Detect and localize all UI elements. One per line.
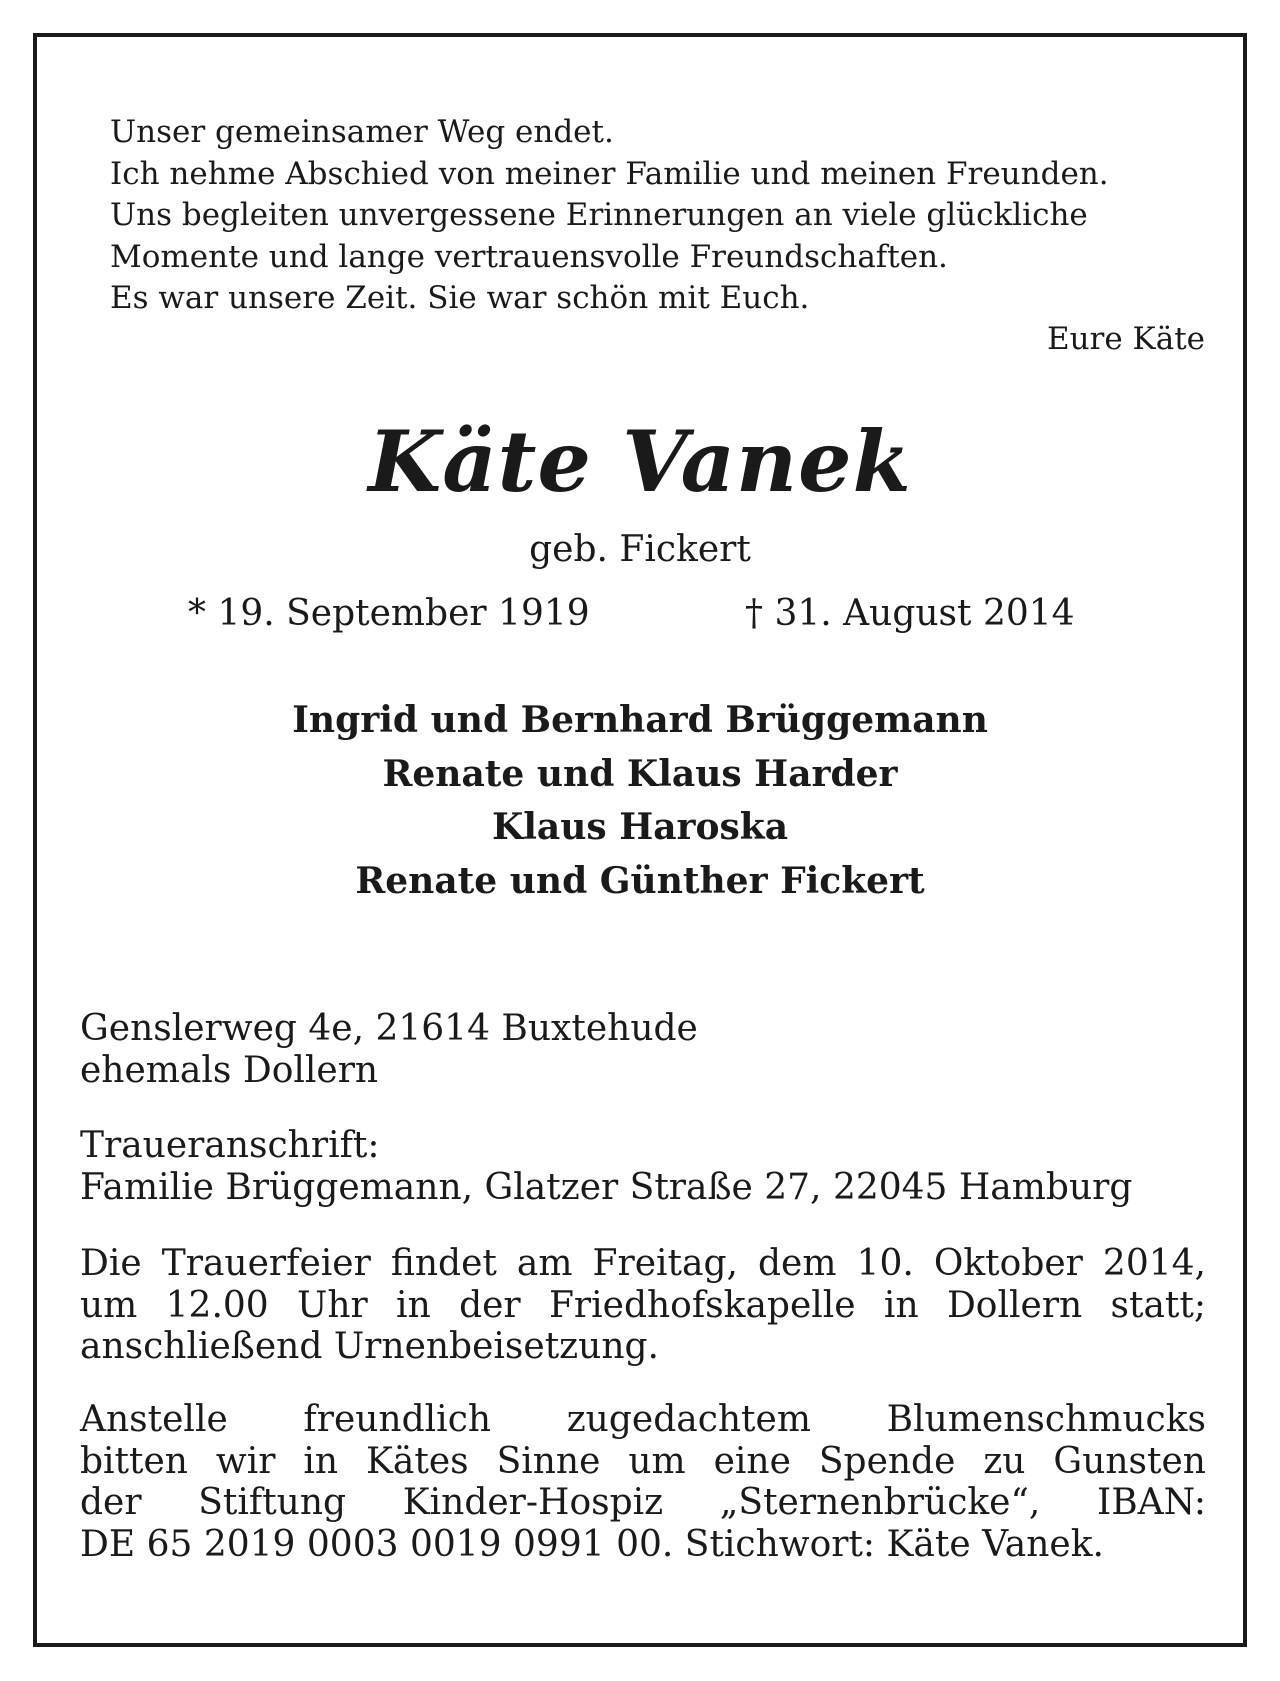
donation-line: bitten wir in Kätes Sinne um eine Spende zu Gunsten [80, 1440, 1206, 1482]
condolence-label: Traueranschrift: [80, 1125, 380, 1166]
donation-info [80, 1399, 1206, 1566]
address-line: Genslerweg 4e, 21614 Buxtehude [80, 1008, 698, 1049]
funeral-line: um 12.00 Uhr in der Friedhofskapelle in Dollern statt; [80, 1284, 1206, 1326]
address-line: ehemals Dollern [80, 1049, 379, 1091]
verse-line: Unser gemeinsamer Weg endet. [110, 114, 614, 150]
condolence-address [80, 1125, 1206, 1208]
funeral-line: anschließend Urnenbeisetzung. [80, 1326, 659, 1368]
funeral-line: Die Trauerfeier findet am Freitag, dem 10. Oktober 2014, [80, 1243, 1206, 1284]
condolence-value: Familie Brüggemann, Glatzer Straße 27, 22045 Hamburg [80, 1166, 1133, 1208]
maiden-name: geb. Fickert [529, 529, 751, 570]
donation-line: DE 65 2019 0003 0019 0991 00. Stichwort: Käte Vanek. [80, 1524, 1104, 1566]
mourners-list [0, 694, 1280, 908]
funeral-info [80, 1243, 1206, 1368]
donation-line: Anstelle freundlich zugedachtem Blumenschmucks [80, 1399, 1206, 1440]
death-date: † 31. August 2014 [745, 593, 1075, 634]
residence-address [80, 1008, 1206, 1091]
deceased-name: Käte Vanek [368, 412, 912, 511]
mourner-name: Klaus Haroska [491, 806, 789, 848]
verse-line: Es war unsere Zeit. Sie war schön mit Euch. [110, 280, 810, 317]
farewell-verse [110, 112, 1205, 320]
mourner-name: Renate und Klaus Harder [382, 752, 898, 795]
verse-line: Momente und lange vertrauensvolle Freundschaften. [110, 238, 948, 275]
mourner-name: Renate und Günther Fickert [355, 859, 925, 902]
verse-line: Ich nehme Abschied von meiner Familie und meinen Freunden. [110, 155, 1109, 192]
verse-signature: Eure Käte [1046, 321, 1205, 357]
mourner-name: Ingrid und Bernhard Brüggemann [292, 699, 988, 741]
donation-line: der Stiftung Kinder-Hospiz „Sternenbrücke“, IBAN: [80, 1482, 1206, 1524]
birth-date: * 19. September 1919 [188, 593, 590, 634]
verse-line: Uns begleiten unvergessene Erinnerungen an viele glückliche [110, 197, 1088, 234]
